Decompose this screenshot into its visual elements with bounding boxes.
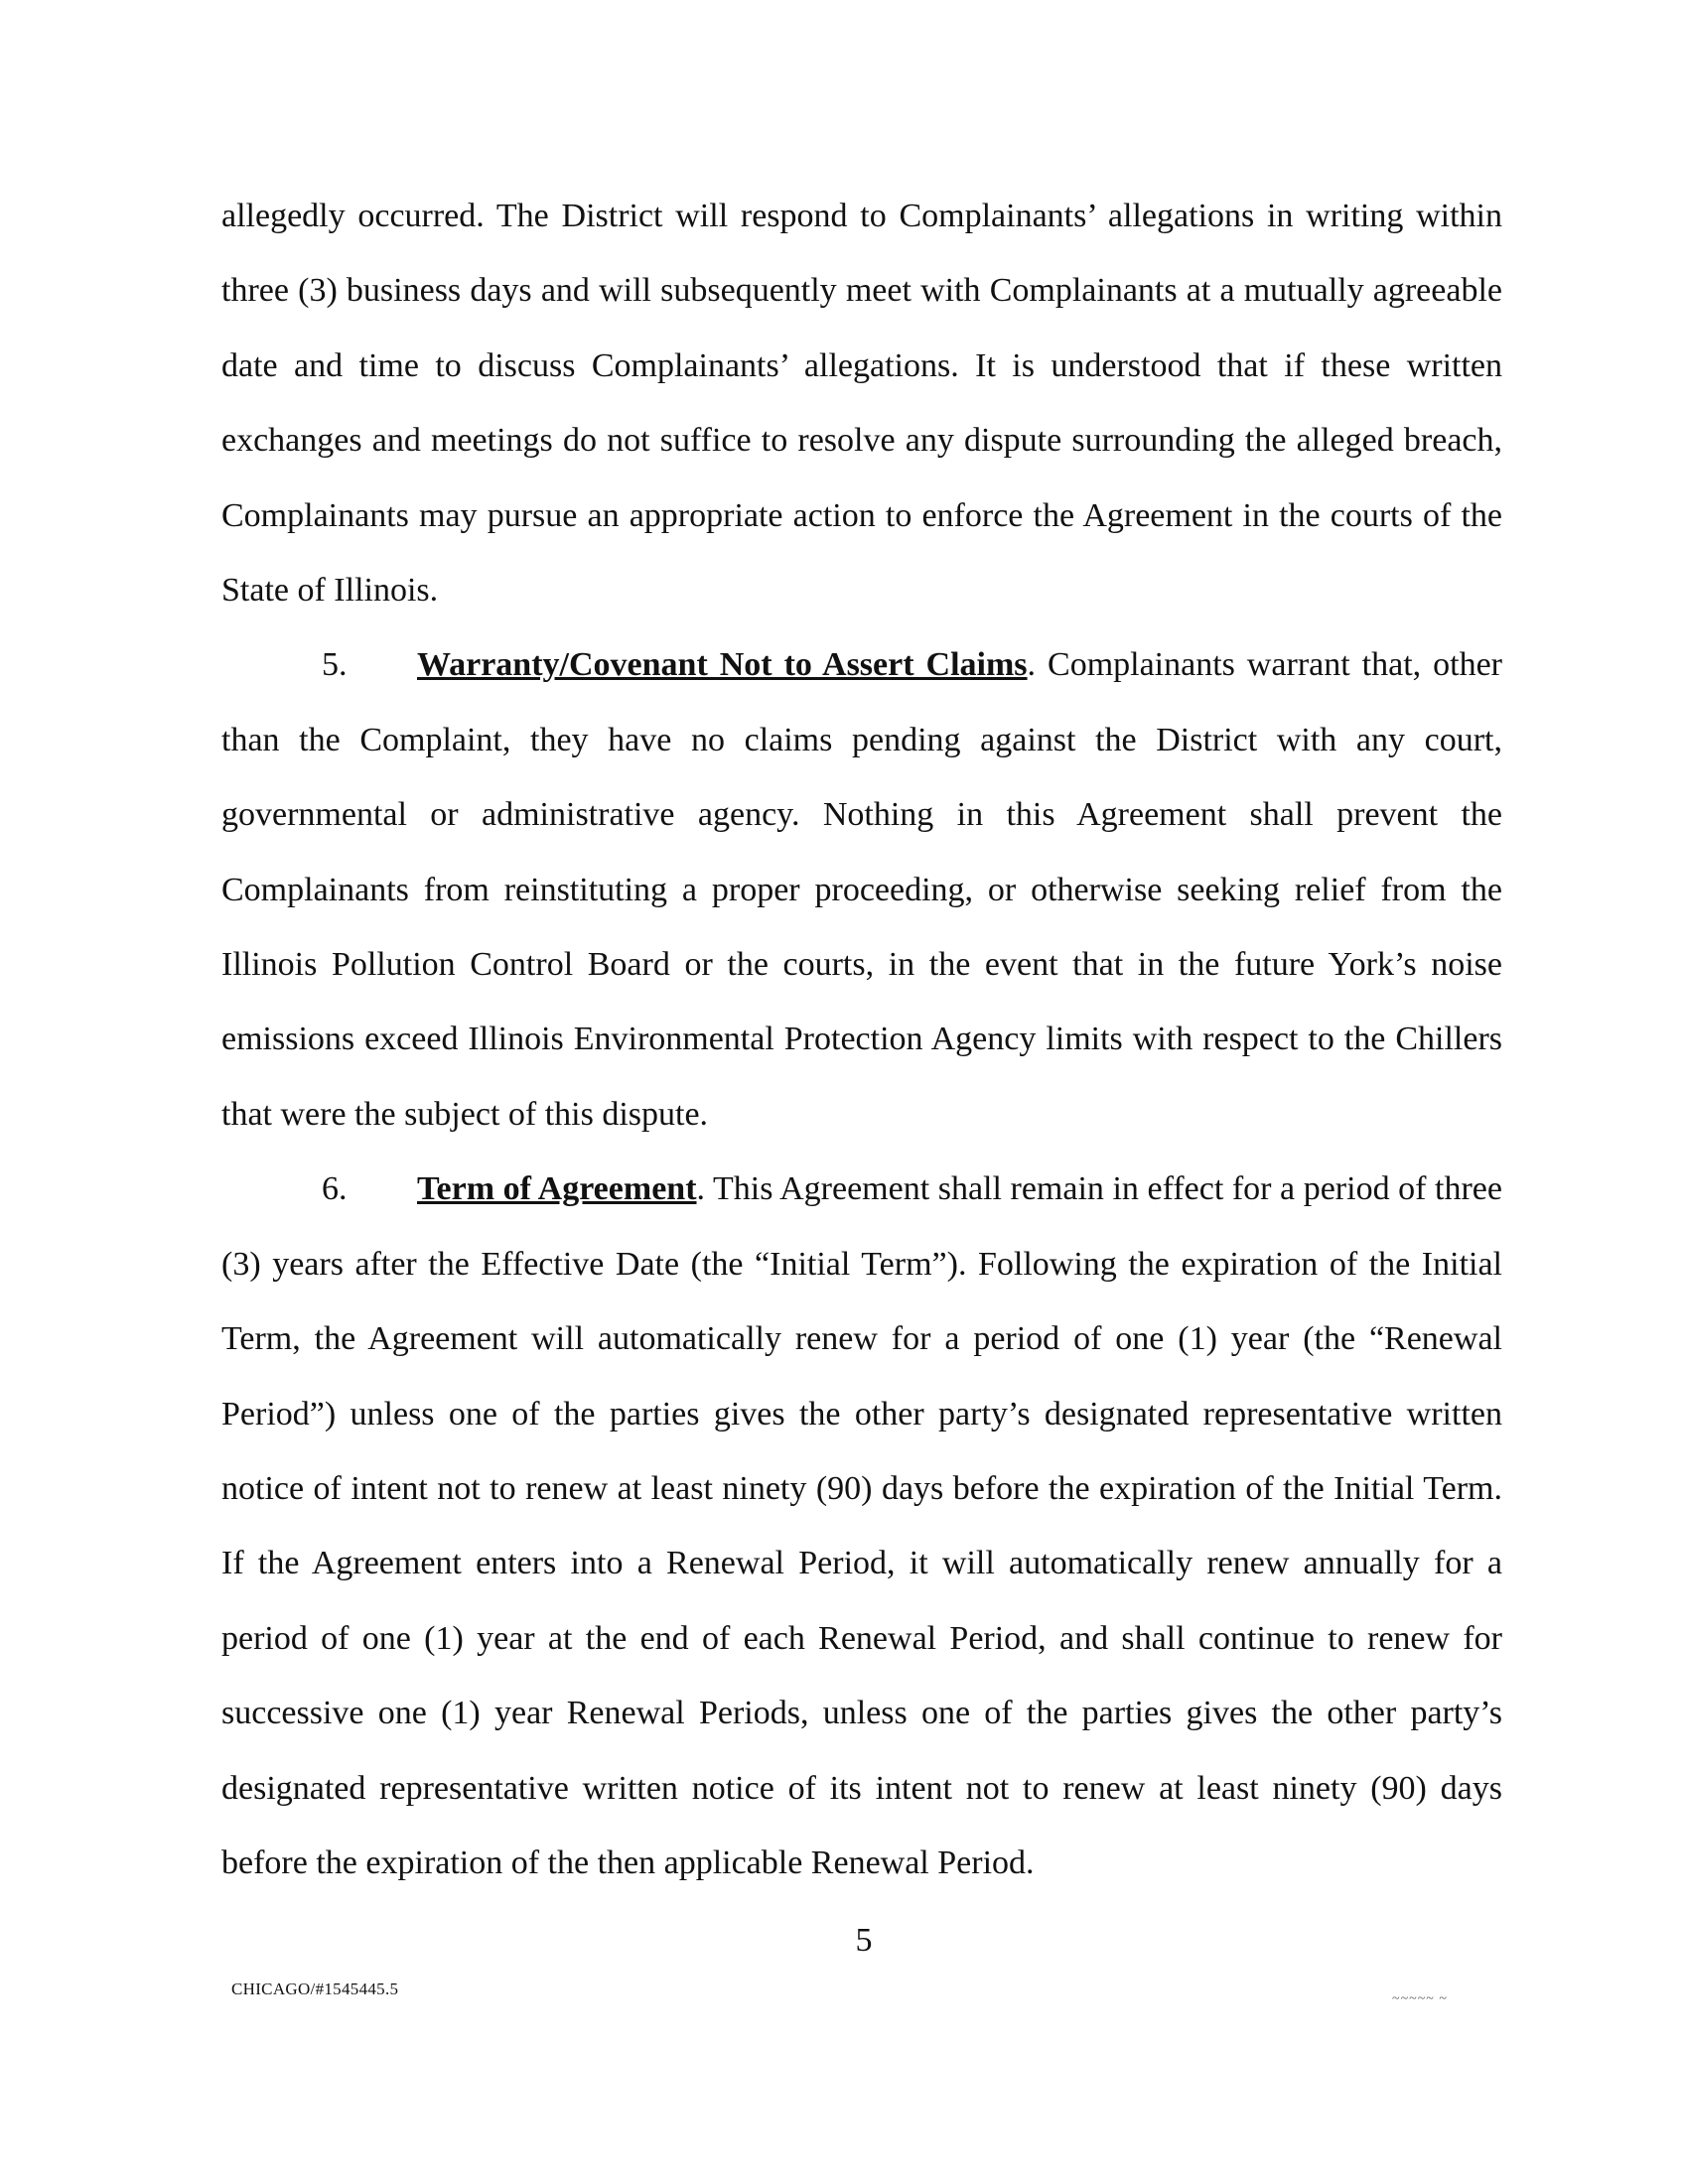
section-5-paragraph xyxy=(221,627,1502,1152)
scan-mark: ~~~~~ ~ xyxy=(1392,1991,1448,2006)
document-id: CHICAGO/#1545445.5 xyxy=(231,1979,399,1998)
section-6-number: 6. xyxy=(322,1170,348,1208)
document-body xyxy=(221,179,1502,1900)
section-5-text: . Complainants warrant that, other than the Complaint, they have no claims pending against the District with any court, governmental or administrative agency. Nothing in this Agreement shall prevent the Complainants from reinstituting a proper proceeding, or otherwise seeking relief from the Illinois Pollution Control Board or the courts, in the event that in the future York’s noise emissions exceed Illinois Environmental Protection Agency limits with respect to the Chillers that were the subject of this dispute. xyxy=(221,646,1502,1133)
section-5-number: 5. xyxy=(322,646,348,684)
section-6-paragraph xyxy=(221,1152,1502,1900)
section-6-heading: Term of Agreement xyxy=(417,1170,697,1208)
section-5-heading: Warranty/Covenant Not to Assert Claims xyxy=(417,646,1028,684)
page-number: 5 xyxy=(855,1922,873,1959)
section-6-text: . This Agreement shall remain in effect for a period of three (3) years after the Effective Date (the “Initial Term”). Following the expiration of the Initial Term, the Agreement will automatically renew for a period of one (1) year (the “Renewal Period”) unless one of the parties gives the other party’s designated representative written notice of intent not to renew at least ninety (90) days before the expiration of the Initial Term. If the Agreement enters into a Renewal Period, it will automatically renew annually for a period of one (1) year at the end of each Renewal Period, and shall continue to renew for successive one (1) year Renewal Periods, unless one of the parties gives the other party’s designated representative written notice of its intent not to renew at least ninety (90) days before the expiration of the then applicable Renewal Period. xyxy=(221,1170,1502,1881)
continued-paragraph: allegedly occurred. The District will respond to Complainants’ allegations in writing within three (3) business days and will subsequently meet with Complainants at a mutually agreeable date and time to discuss Complainants’ allegations. It is understood that if these written exchanges and meetings do not suffice to resolve any dispute surrounding the alleged breach, Complainants may pursue an appropriate action to enforce the Agreement in the courts of the State of Illinois. xyxy=(221,198,1502,610)
